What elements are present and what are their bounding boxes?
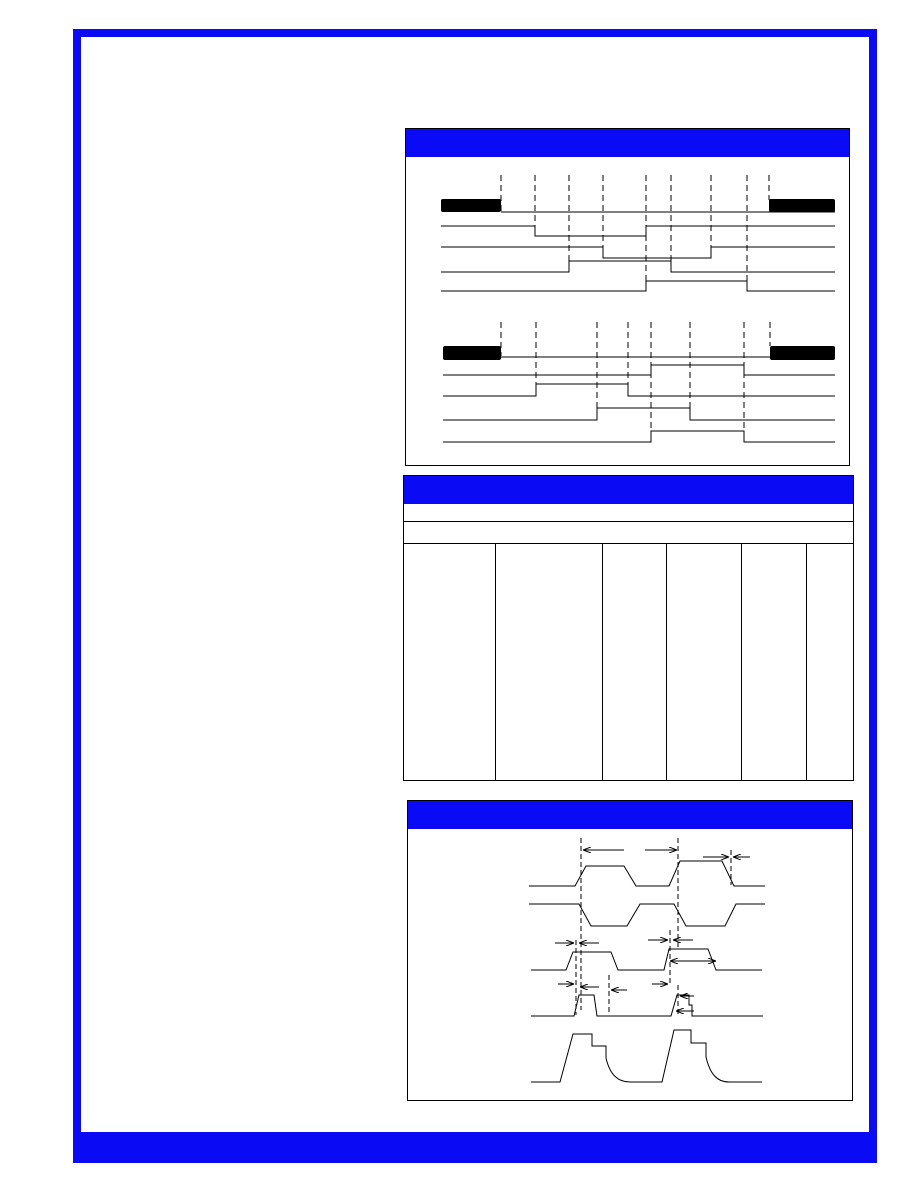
waveform-pulse — [531, 995, 763, 1016]
waveform-inverted-clock — [529, 904, 765, 926]
waveform-clock — [529, 861, 765, 886]
waveform-analog — [531, 1030, 762, 1082]
waveform-data-out — [531, 949, 762, 970]
